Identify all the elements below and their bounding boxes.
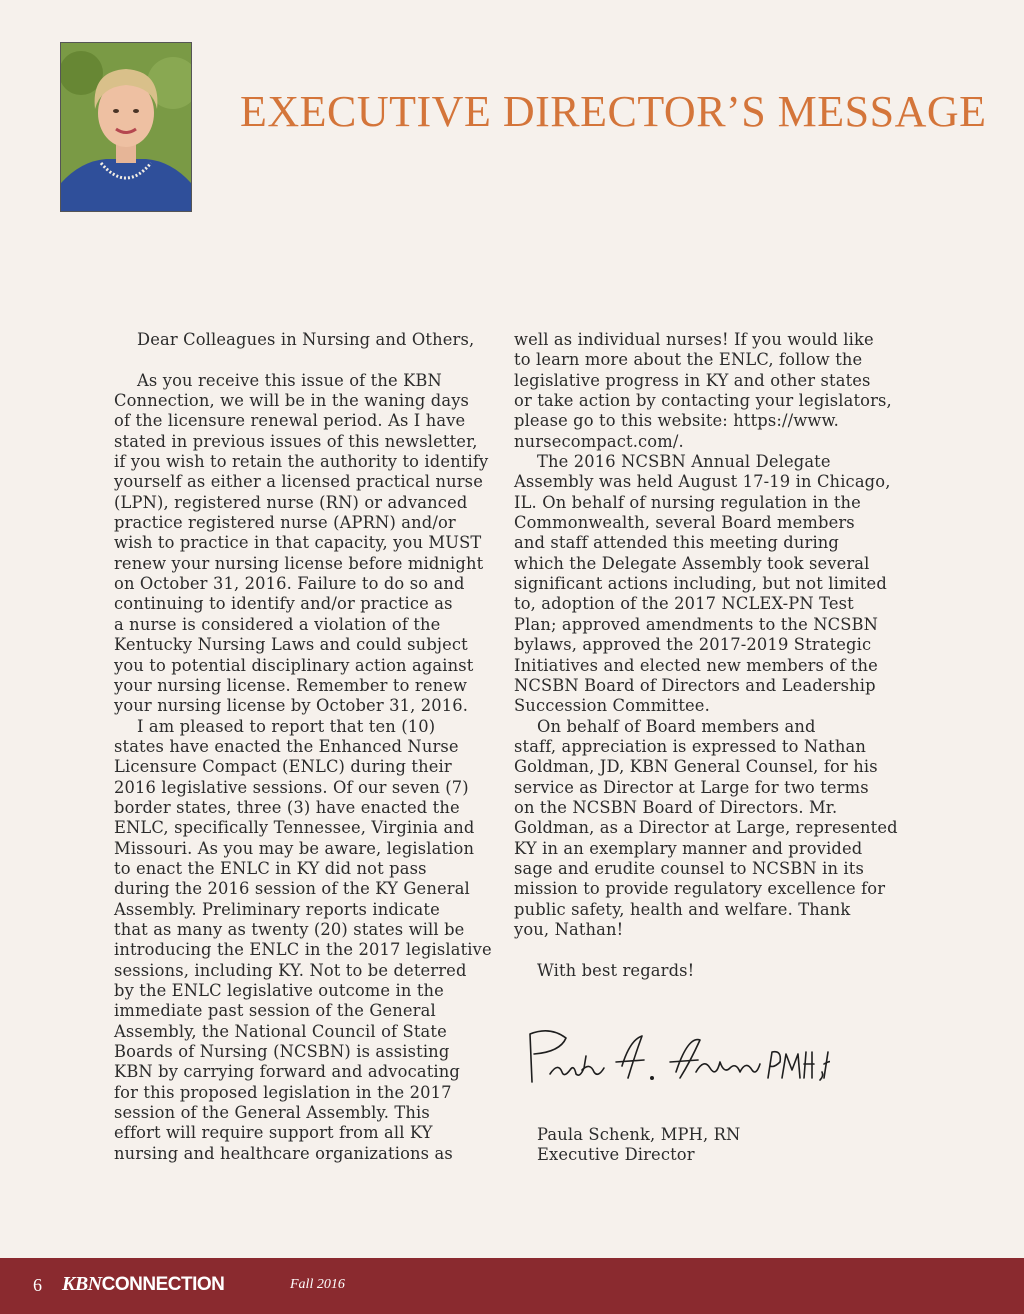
text-line: effort will require support from all KY	[114, 1123, 433, 1143]
portrait-illustration	[61, 43, 191, 211]
text-line: your nursing license by October 31, 2016.	[114, 696, 469, 716]
text-line: significant actions including, but not limited	[514, 574, 887, 594]
issue-label: Fall 2016	[290, 1277, 345, 1292]
text-line: renew your nursing license before midnight	[114, 553, 484, 573]
text-line: immediate past session of the General	[114, 1001, 436, 1021]
text-line: ENLC, specifically Tennessee, Virginia and	[114, 818, 475, 838]
newsletter-brand	[62, 1273, 224, 1296]
text-line: Goldman, JD, KBN General Counsel, for his	[514, 757, 878, 777]
text-line: Succession Committee.	[514, 696, 710, 716]
text-line: if you wish to retain the authority to identify	[114, 452, 489, 472]
page-footer	[0, 1258, 1024, 1314]
text-line: you to potential disciplinary action against	[114, 655, 474, 675]
text-line: stated in previous issues of this newsletter,	[114, 431, 478, 451]
letter-column-left	[114, 330, 498, 1164]
text-line: KBN by carrying forward and advocating	[114, 1062, 460, 1082]
text-line: continuing to identify and/or practice as	[114, 594, 453, 614]
letter-column-right	[514, 330, 898, 981]
text-line: your nursing license. Remember to renew	[114, 675, 468, 695]
text-line: On behalf of Board members and	[537, 716, 816, 736]
text-line: Goldman, as a Director at Large, represented	[514, 818, 898, 838]
text-line: Commonwealth, several Board members	[514, 513, 855, 533]
page-number: 6	[33, 1275, 42, 1295]
text-line: Assembly. Preliminary reports indicate	[114, 899, 440, 919]
text-line: nursing and healthcare organizations as	[114, 1143, 453, 1163]
text-line: to learn more about the ENLC, follow the	[514, 350, 863, 370]
signer-name: Paula Schenk, MPH, RN	[537, 1125, 741, 1144]
text-line: Kentucky Nursing Laws and could subject	[114, 635, 468, 655]
text-line: and staff attended this meeting during	[514, 533, 840, 553]
signature-text: Paula S. Schenk MPH, RN	[520, 1022, 534, 1023]
text-line: Missouri. As you may be aware, legislation	[114, 838, 475, 858]
handwritten-signature	[520, 1022, 830, 1097]
text-line: With best regards!	[537, 960, 695, 980]
text-line: which the Delegate Assembly took several	[514, 553, 870, 573]
text-line: Dear Colleagues in Nursing and Others,	[137, 330, 475, 349]
text-line: 2016 legislative sessions. Of our seven (7)	[114, 777, 469, 797]
text-line: legislative progress in KY and other states	[514, 370, 871, 390]
text-line: for this proposed legislation in the 2017	[114, 1082, 452, 1102]
text-line: Boards of Nursing (NCSBN) is assisting	[114, 1042, 450, 1062]
text-line: IL. On behalf of nursing regulation in the	[514, 492, 861, 512]
director-photo	[60, 42, 192, 212]
brand-prefix: KBN	[62, 1273, 102, 1295]
text-line: sessions, including KY. Not to be deterred	[114, 960, 467, 980]
text-line: mission to provide regulatory excellence for	[514, 879, 886, 899]
text-line: introducing the ENLC in the 2017 legislative	[114, 940, 492, 960]
text-line: during the 2016 session of the KY General	[114, 879, 470, 899]
text-line: As you receive this issue of the KBN	[137, 370, 442, 390]
brand-suffix: CONNECTION	[101, 1274, 225, 1295]
text-line: on the NCSBN Board of Directors. Mr.	[514, 797, 838, 817]
text-line: Assembly was held August 17-19 in Chicago,	[514, 472, 891, 492]
text-line: staff, appreciation is expressed to Nathan	[514, 736, 866, 756]
paragraph-spacer	[114, 350, 498, 370]
paragraph-spacer	[514, 940, 898, 960]
text-line: session of the General Assembly. This	[114, 1103, 430, 1123]
text-line: please go to this website: https://www.	[514, 411, 839, 431]
text-line: NCSBN Board of Directors and Leadership	[514, 675, 876, 695]
text-line: a nurse is considered a violation of the	[114, 614, 441, 634]
text-line: (LPN), registered nurse (RN) or advanced	[114, 492, 468, 512]
text-line: border states, three (3) have enacted the	[114, 797, 460, 817]
text-line: bylaws, approved the 2017-2019 Strategic	[514, 635, 872, 655]
signer-title: Executive Director	[537, 1145, 695, 1165]
text-line: well as individual nurses! If you would like	[514, 330, 874, 349]
text-line: nursecompact.com/.	[514, 431, 684, 451]
text-line: to enact the ENLC in KY did not pass	[114, 858, 427, 878]
text-line: states have enacted the Enhanced Nurse	[114, 736, 459, 756]
text-line: wish to practice in that capacity, you MUST	[114, 533, 482, 553]
signature-block	[537, 1125, 740, 1166]
text-line: KY in an exemplary manner and provided	[514, 838, 863, 858]
text-line: I am pleased to report that ten (10)	[137, 716, 436, 736]
text-line: Connection, we will be in the waning days	[114, 391, 470, 411]
text-line: Licensure Compact (ENLC) during their	[114, 757, 452, 777]
text-line: yourself as either a licensed practical nurse	[114, 472, 483, 492]
text-line: to, adoption of the 2017 NCLEX-PN Test	[514, 594, 854, 614]
text-line: on October 31, 2016. Failure to do so and	[114, 574, 465, 594]
text-line: by the ENLC legislative outcome in the	[114, 981, 444, 1000]
page-title: EXECUTIVE DIRECTOR’S MESSAGE	[240, 87, 987, 136]
text-line: you, Nathan!	[514, 919, 624, 939]
text-line: practice registered nurse (APRN) and/or	[114, 513, 456, 533]
text-line: or take action by contacting your legislators,	[514, 391, 892, 411]
text-line: service as Director at Large for two terms	[514, 777, 869, 797]
text-line: that as many as twenty (20) states will be	[114, 919, 465, 939]
text-line: Plan; approved amendments to the NCSBN	[514, 614, 879, 634]
text-line: sage and erudite counsel to NCSBN in its	[514, 858, 864, 878]
text-line: Initiatives and elected new members of the	[514, 655, 878, 675]
text-line: public safety, health and welfare. Thank	[514, 899, 851, 919]
text-line: of the licensure renewal period. As I have	[114, 411, 466, 431]
text-line: Assembly, the National Council of State	[114, 1021, 447, 1041]
text-line: The 2016 NCSBN Annual Delegate	[537, 452, 831, 472]
